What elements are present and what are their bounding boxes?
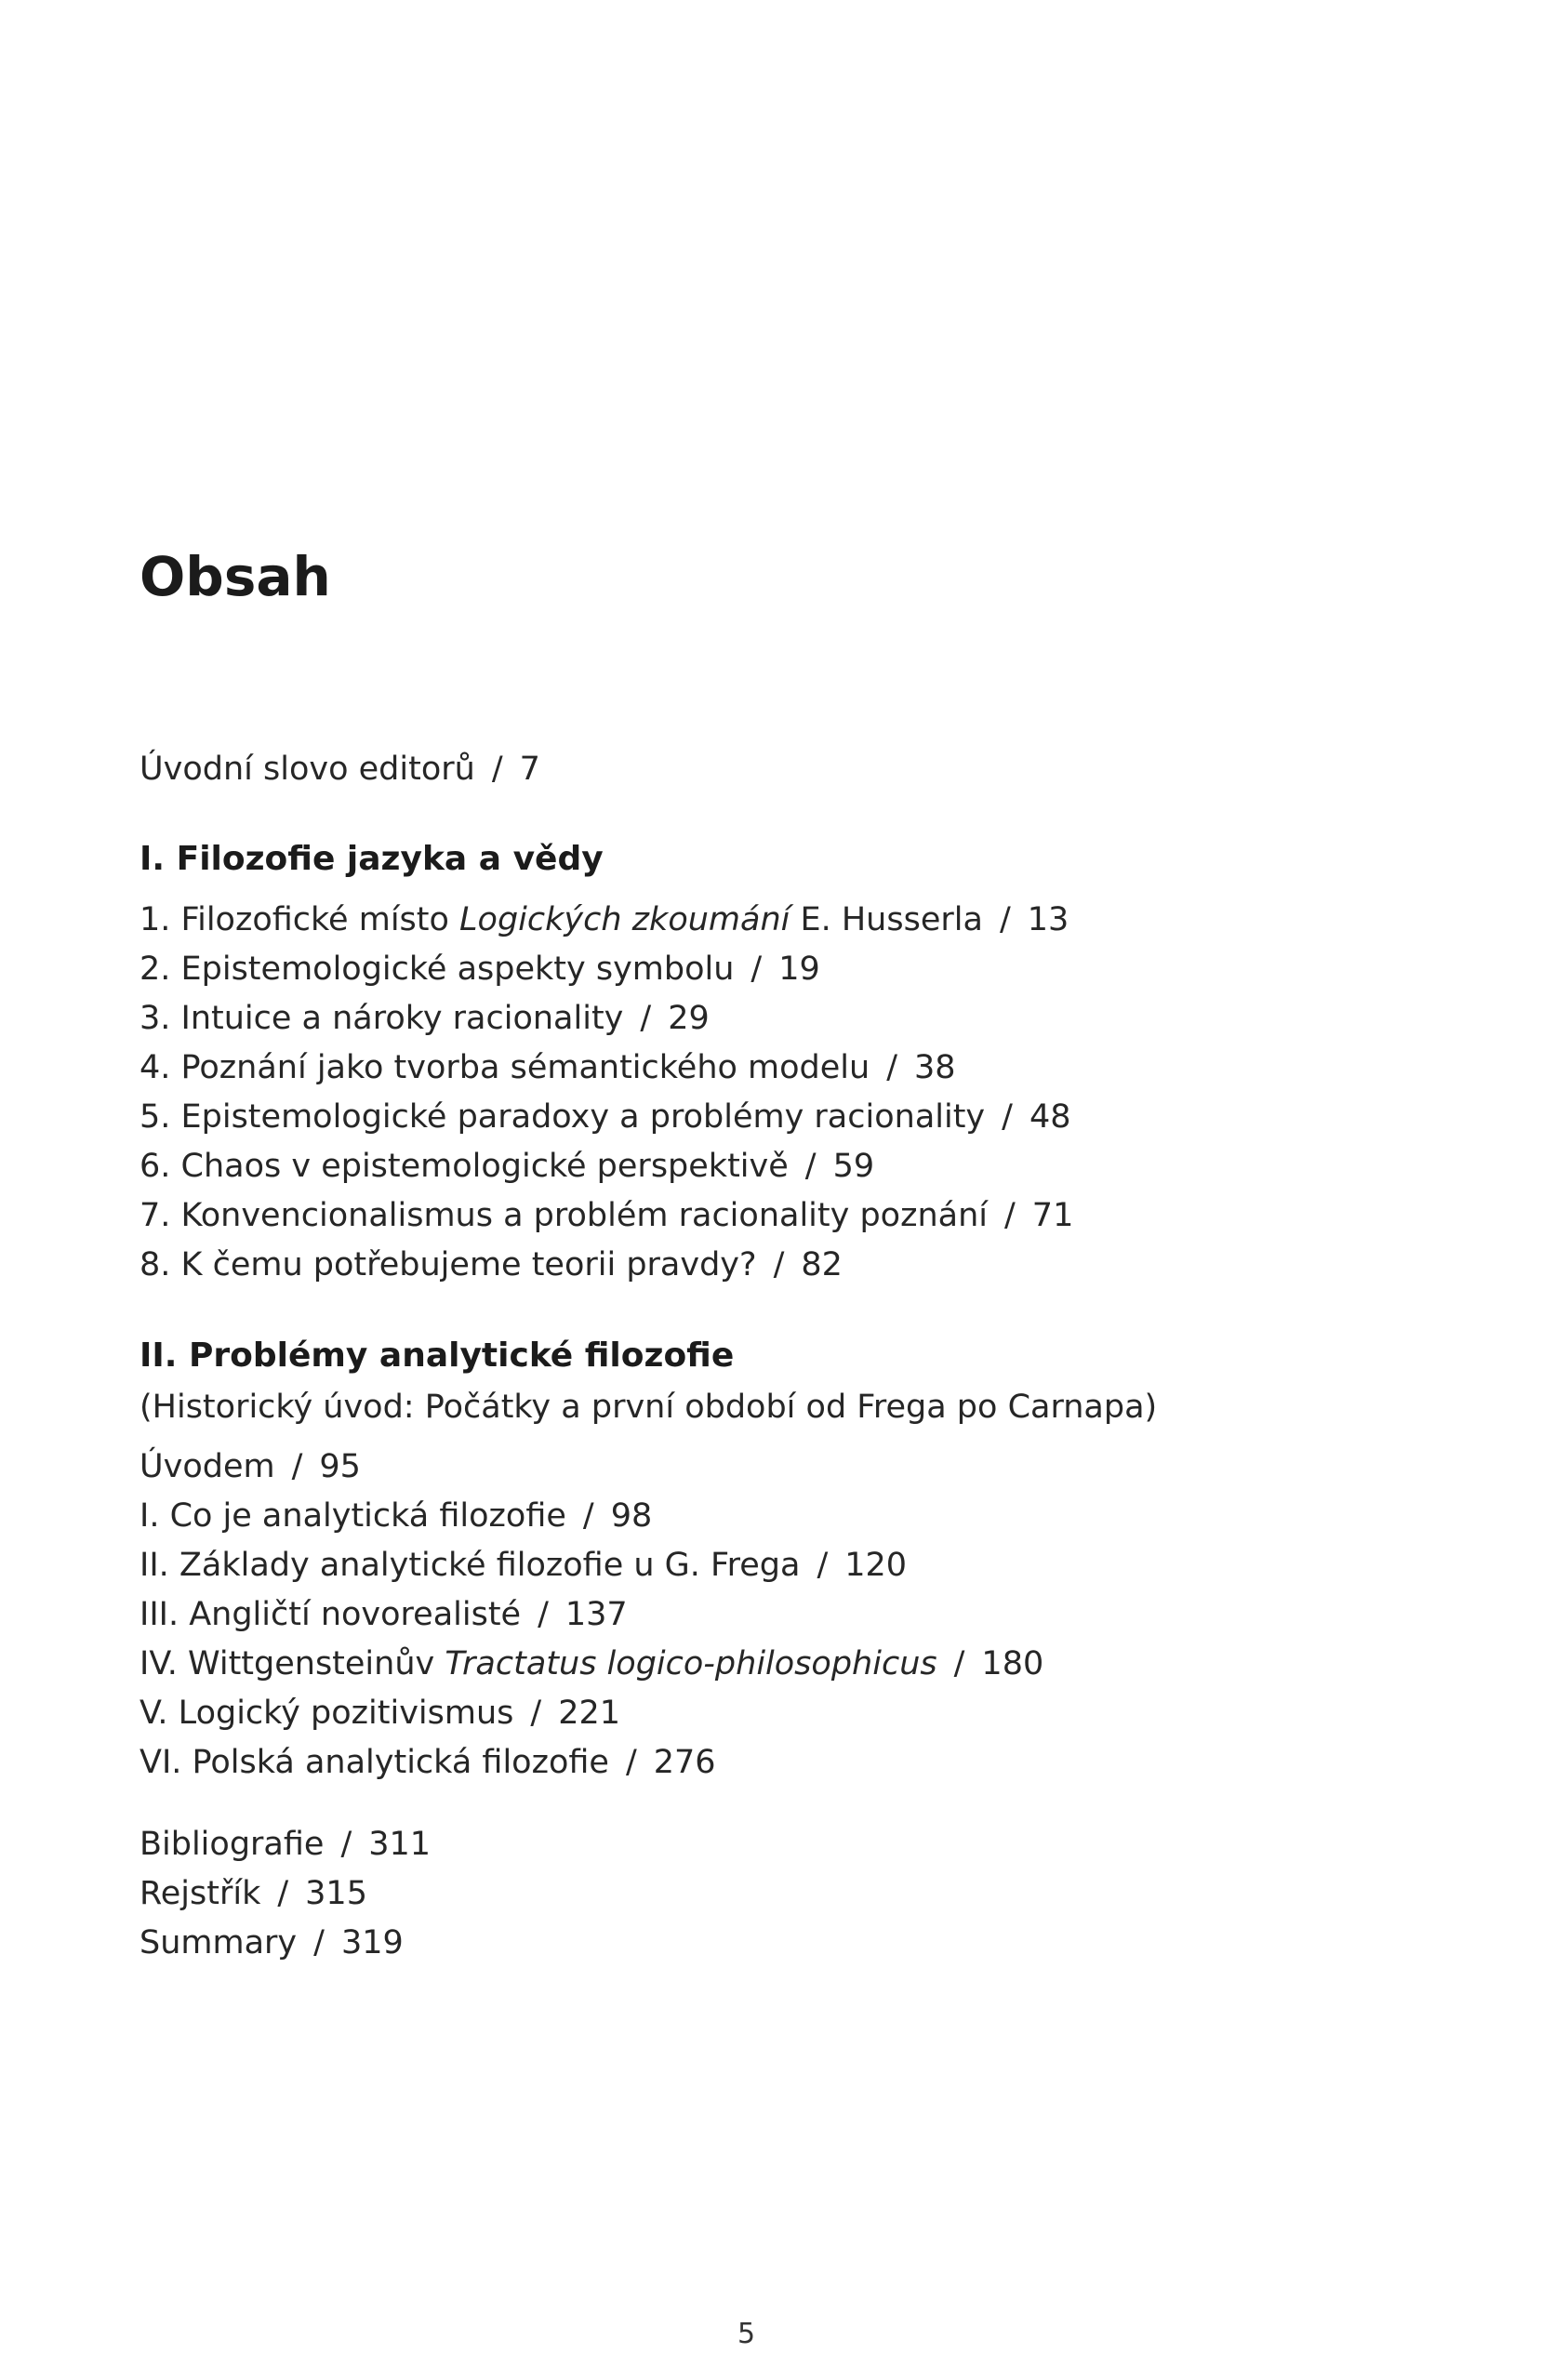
separator: / — [625, 1744, 637, 1781]
toc-entry-text: Bibliografie — [139, 1826, 325, 1863]
separator: / — [999, 901, 1011, 938]
separator: / — [340, 1826, 352, 1863]
toc-entry-intro — [139, 746, 540, 792]
toc-entry — [139, 1242, 843, 1288]
section-heading-part2: II. Problémy analytické filozofie — [139, 1336, 735, 1375]
separator: / — [817, 1547, 829, 1584]
toc-entry — [139, 1443, 361, 1490]
toc-page-number: 19 — [778, 951, 820, 988]
toc-entry-text: VI. Polská analytická filozofie — [139, 1744, 609, 1781]
toc-page-number: 48 — [1029, 1098, 1071, 1136]
separator: / — [1002, 1098, 1013, 1136]
toc-entry-text: Summary — [139, 1924, 298, 1961]
toc-entry-text: 1. Filozofické místo — [139, 901, 460, 938]
separator: / — [313, 1924, 325, 1961]
toc-entry-text: E. Husserla — [790, 901, 983, 938]
toc-page-number: 13 — [1027, 901, 1069, 938]
toc-entry — [139, 1094, 1071, 1140]
toc-page-number: 137 — [564, 1596, 628, 1633]
toc-entry-text: III. Angličtí novorealisté — [139, 1596, 522, 1633]
toc-entry-index — [139, 1870, 367, 1917]
toc-entry-italic-title: Tractatus logico-philosophicus — [445, 1645, 937, 1682]
toc-page-number: 311 — [368, 1826, 432, 1863]
separator: / — [953, 1645, 965, 1682]
toc-page-number: 7 — [519, 751, 540, 788]
toc-page-number: 71 — [1031, 1197, 1074, 1234]
toc-entry — [139, 1690, 620, 1736]
toc-entry-text: V. Logický pozitivismus — [139, 1695, 514, 1732]
toc-page-number: 315 — [305, 1875, 367, 1912]
separator: / — [1004, 1197, 1016, 1234]
toc-page-number: 180 — [981, 1645, 1044, 1682]
page-number: 5 — [737, 2318, 756, 2350]
toc-entry-text: 8. K čemu potřebujeme teorii pravdy? — [139, 1246, 757, 1283]
toc-entry-text: II. Základy analytické filozofie u G. Frega — [139, 1547, 801, 1584]
toc-entry — [139, 1641, 1043, 1687]
toc-page — [139, 0, 1441, 2380]
toc-entry — [139, 946, 820, 992]
toc-page-number: 319 — [340, 1924, 404, 1961]
toc-entry — [139, 1143, 874, 1190]
toc-entry-summary — [139, 1920, 404, 1966]
toc-entry-text: Rejstřík — [139, 1875, 261, 1912]
toc-entry-bibliography — [139, 1821, 431, 1868]
separator: / — [277, 1875, 289, 1912]
separator: / — [291, 1448, 303, 1485]
separator: / — [491, 751, 503, 788]
toc-entry-text: Úvodem — [139, 1448, 275, 1485]
toc-entry-text: 7. Konvencionalismus a problém racionality poznání — [139, 1197, 988, 1234]
toc-entry-text: 6. Chaos v epistemologické perspektivě — [139, 1148, 789, 1185]
separator: / — [640, 1000, 652, 1037]
toc-entry — [139, 995, 710, 1042]
toc-page-number: 29 — [668, 1000, 710, 1037]
separator: / — [804, 1148, 817, 1185]
toc-entry-text: 2. Epistemologické aspekty symbolu — [139, 951, 735, 988]
toc-entry — [139, 1591, 628, 1638]
separator: / — [773, 1246, 785, 1283]
toc-page-number: 276 — [653, 1744, 716, 1781]
toc-entry-text: IV. Wittgensteinův — [139, 1645, 445, 1682]
separator: / — [582, 1497, 594, 1535]
toc-page-number: 120 — [844, 1547, 908, 1584]
toc-page-number: 59 — [832, 1148, 875, 1185]
toc-entry-text: 5. Epistemologické paradoxy a problémy racionality — [139, 1098, 986, 1136]
toc-entry — [139, 1192, 1073, 1239]
toc-entry — [139, 1044, 956, 1091]
separator: / — [750, 951, 763, 988]
section-heading-part1: I. Filozofie jazyka a vědy — [139, 840, 604, 878]
separator: / — [530, 1695, 542, 1732]
toc-entry-italic-title: Logických zkoumání — [459, 901, 790, 938]
separator: / — [538, 1596, 549, 1633]
toc-entry-text: Úvodní slovo editorů — [139, 751, 475, 788]
toc-page-number: 82 — [801, 1246, 843, 1283]
toc-page-number: 221 — [558, 1695, 620, 1732]
toc-page-number: 95 — [319, 1448, 361, 1485]
page-title: Obsah — [139, 545, 331, 608]
toc-entry — [139, 1739, 716, 1786]
toc-page-number: 98 — [610, 1497, 653, 1535]
toc-page-number: 38 — [914, 1049, 956, 1086]
toc-entry-text: I. Co je analytická filozofie — [139, 1497, 566, 1535]
toc-entry-text: 4. Poznání jako tvorba sémantického modelu — [139, 1049, 870, 1086]
section-subheading: (Historický úvod: Počátky a první období od Frega po Carnapa) — [139, 1389, 1158, 1426]
toc-entry — [139, 897, 1069, 943]
toc-entry — [139, 1542, 907, 1589]
separator: / — [886, 1049, 898, 1086]
toc-entry — [139, 1493, 652, 1539]
toc-entry-text: 3. Intuice a nároky racionality — [139, 1000, 624, 1037]
